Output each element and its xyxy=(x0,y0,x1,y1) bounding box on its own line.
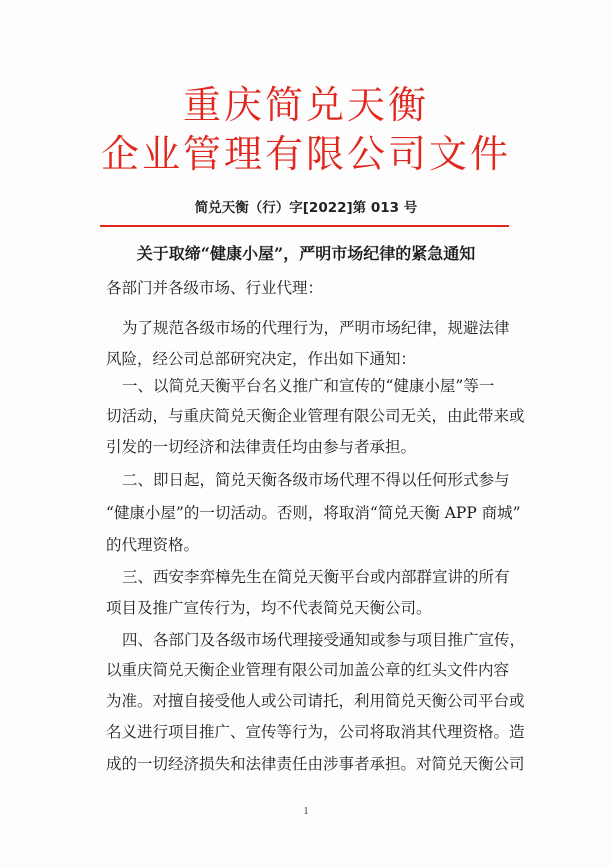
body-line: 一、以简兑天衡平台名义推广和宣传的“健康小屋”等一 xyxy=(122,377,495,395)
document-number: 简兑天衡（行）字[2022]第 013 号 xyxy=(194,200,418,216)
body-line: 四、各部门及各级市场代理接受通知或参与项目推广宣传， xyxy=(122,631,526,649)
notice-title: 关于取缔“健康小屋”，严明市场纪律的紧急通知 xyxy=(136,244,476,263)
addressee-line: 各部门并各级市场、行业代理： xyxy=(106,279,324,297)
page-number: 1 xyxy=(303,806,309,817)
body-line: 以重庆简兑天衡企业管理有限公司加盖公章的红头文件内容 xyxy=(106,661,510,679)
body-line: 为了规范各级市场的代理行为，严明市场纪律，规避法律 xyxy=(122,319,510,337)
body-line: “健康小屋”的一切活动。否则，将取消“简兑天衡 APP 商城” xyxy=(106,504,521,522)
body-line: 名义进行项目推广、宣传等行为，公司将取消其代理资格。造 xyxy=(106,723,525,741)
body-line: 成的一切经济损失和法律责任由涉事者承担。对简兑天衡公司 xyxy=(106,755,525,773)
body-line: 三、西安李弈樟先生在简兑天衡平台或内部群宣讲的所有 xyxy=(122,568,510,586)
body-line: 二、即日起，简兑天衡各级市场代理不得以任何形式参与 xyxy=(122,471,510,489)
body-line: 引发的一切经济和法律责任均由参与者承担。 xyxy=(106,438,417,456)
body-line: 风险，经公司总部研究决定，作出如下通知： xyxy=(106,350,417,368)
body-line: 切活动，与重庆简兑天衡企业管理有限公司无关，由此带来或 xyxy=(106,407,525,425)
header-red-rule xyxy=(100,225,509,227)
body-line: 项目及推广宣传行为，均不代表简兑天衡公司。 xyxy=(106,599,432,617)
document-header-title-line2: 企业管理有限公司文件 xyxy=(100,132,511,176)
document-header-title-line1: 重庆简兑天衡 xyxy=(182,83,429,127)
body-line: 为准。对擅自接受他人或公司请托，利用简兑天衡公司平台或 xyxy=(106,692,525,710)
body-line: 的代理资格。 xyxy=(106,536,200,554)
